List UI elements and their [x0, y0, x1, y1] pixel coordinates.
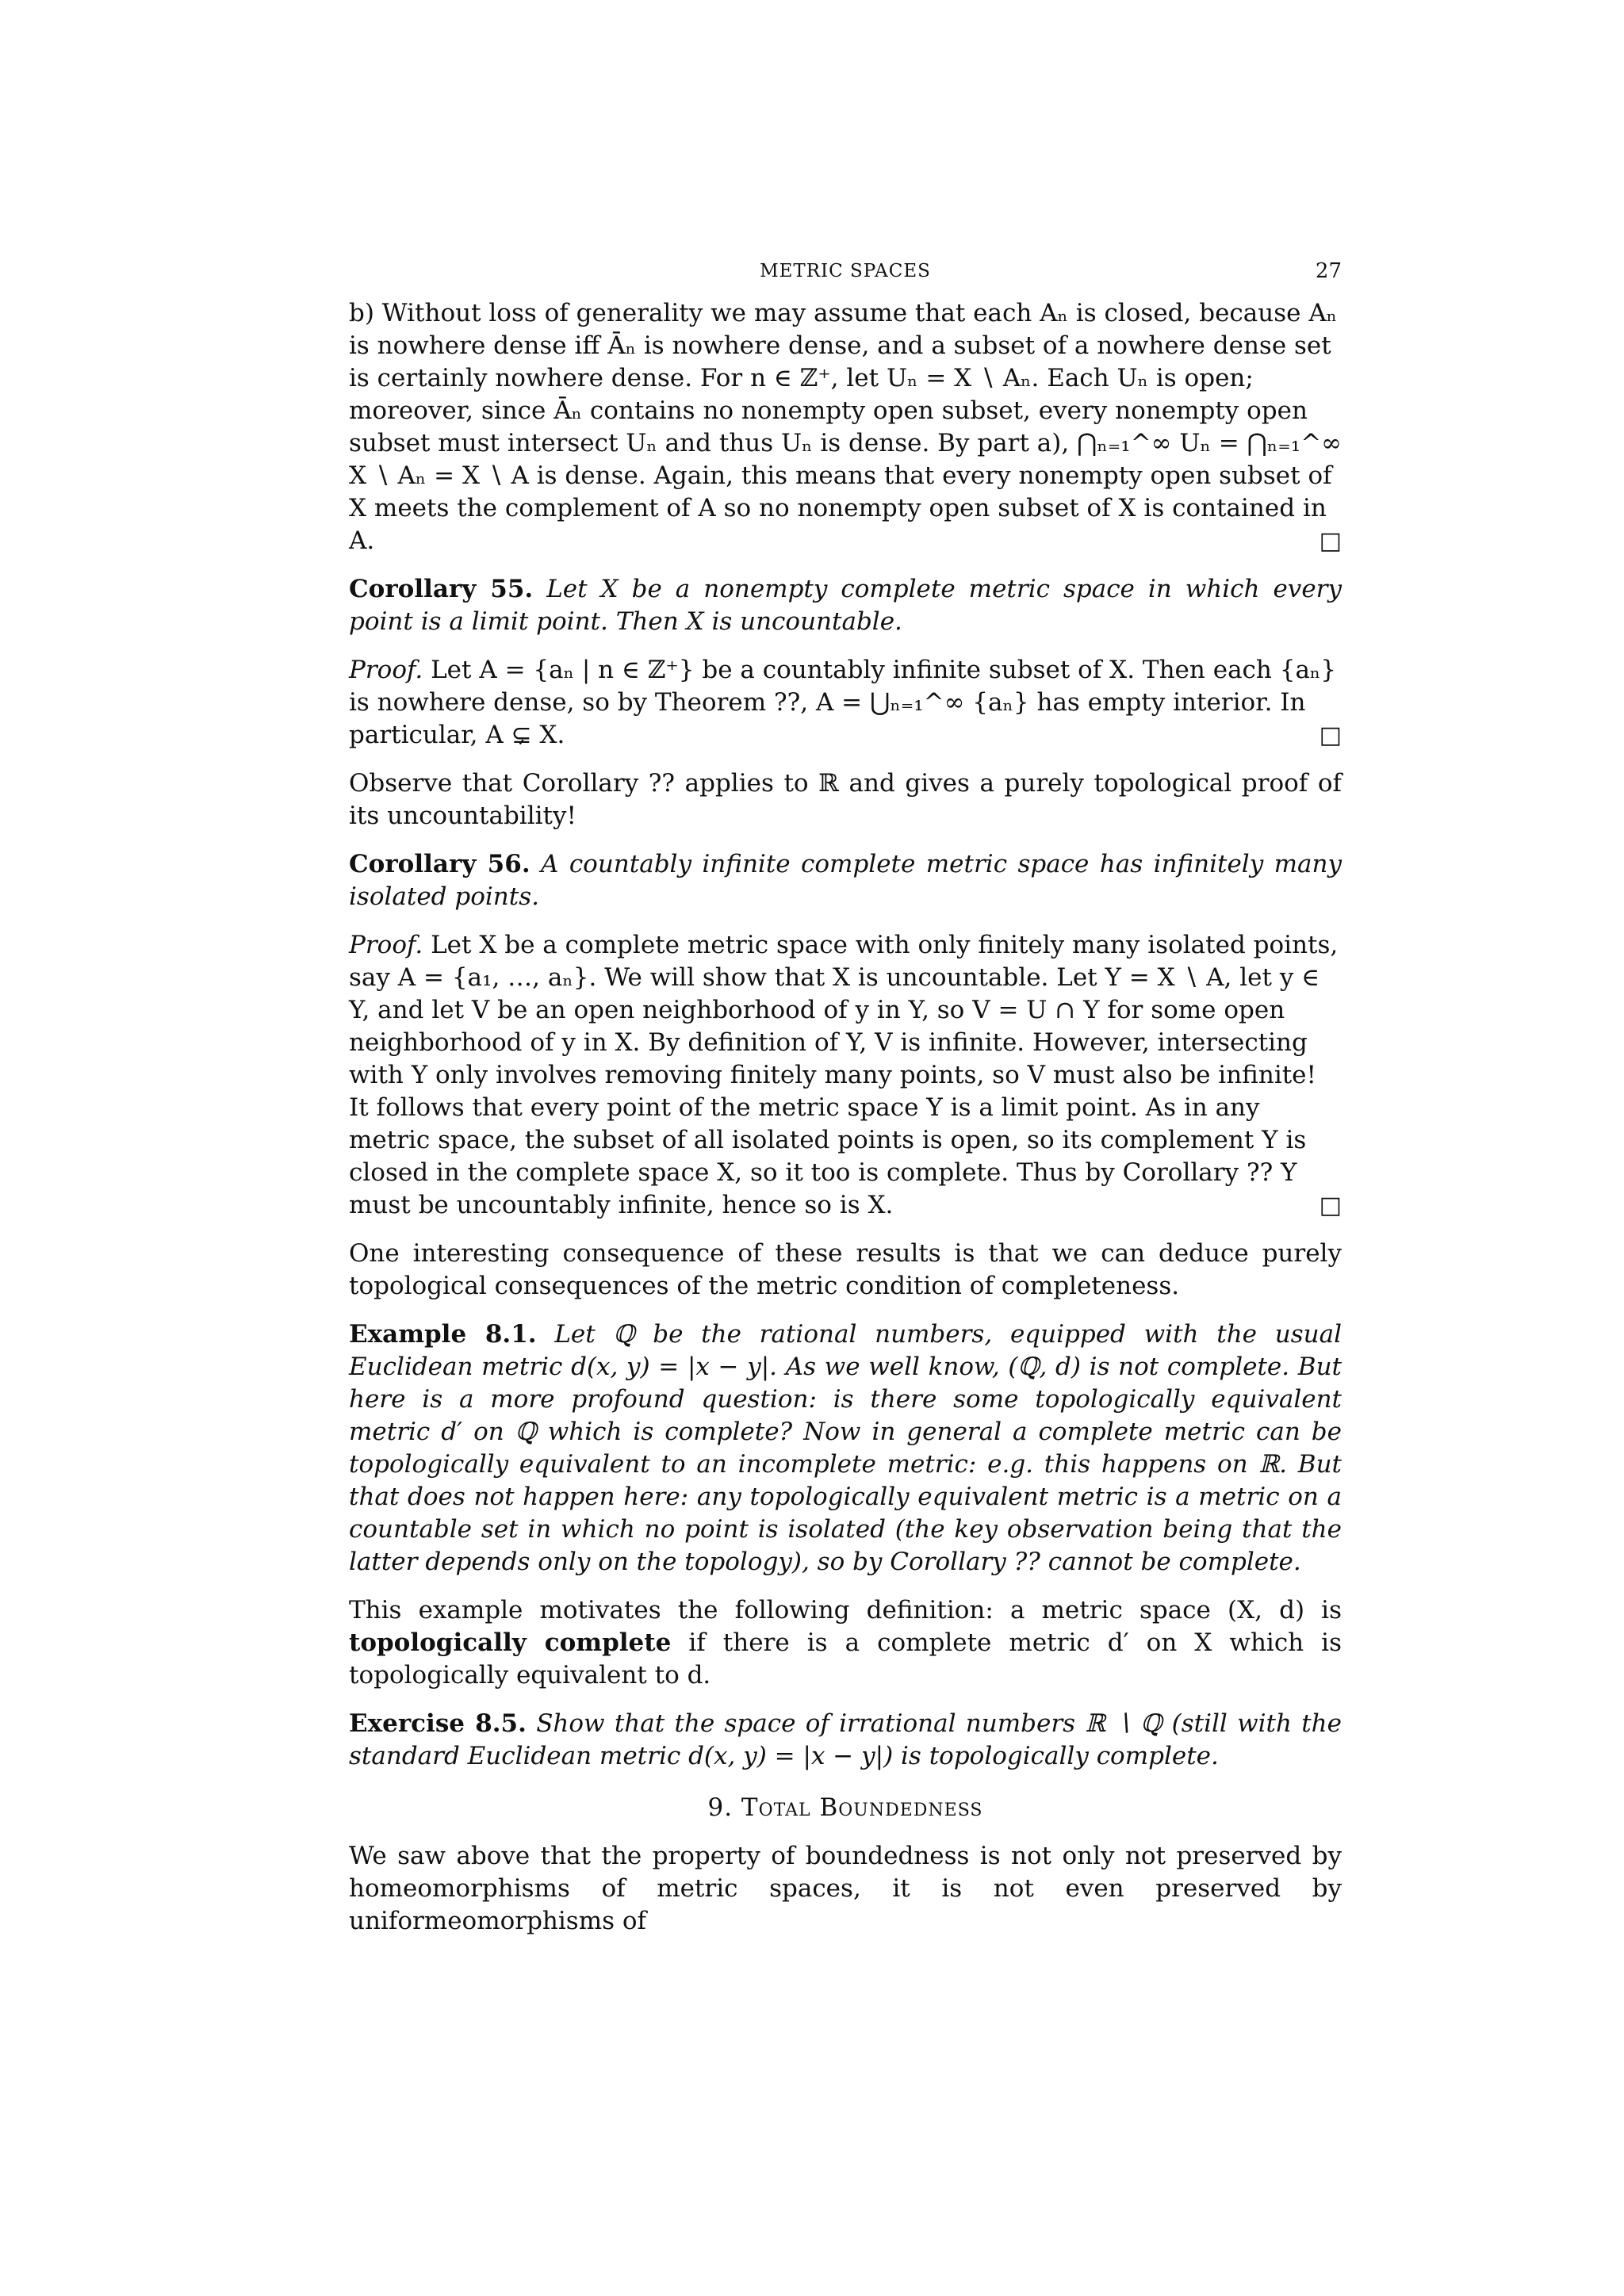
corollary-56-statement: A countably infinite complete metric space has infinitely many isolated points. — [349, 850, 1342, 911]
qed-symbol: □ — [1319, 1192, 1342, 1219]
final-paragraph: We saw above that the property of boundedness is not only not preserved by homeomorphisms of metric spaces, it is not even preserved by uniformeomorphisms of — [349, 1842, 1342, 1935]
proof-56-label: Proof. — [349, 931, 423, 959]
corollary-55 — [349, 573, 1342, 638]
observe-paragraph: Observe that Corollary ?? applies to ℝ and gives a purely topological proof of its uncountability! — [349, 769, 1342, 830]
section-heading: 9. Total Boundedness — [707, 1793, 983, 1822]
page — [349, 255, 1342, 1954]
consequence-paragraph: One interesting consequence of these results is that we can deduce purely topological consequences of the metric condition of completeness. — [349, 1239, 1342, 1300]
part-b-text: b) Without loss of generality we may assume that each Aₙ is closed, because Aₙ is nowhere dense iff Āₙ is nowhere dense, and a subset of a nowhere dense set is certainly nowhere dense. For n ∈ ℤ⁺, let Uₙ = X ∖ Aₙ. Each Uₙ is open; moreover, since Āₙ contains no nonempty open subset, every nonempty open subset must intersect Uₙ and thus Uₙ is dense. By part a), ⋂ₙ₌₁^∞ Uₙ = ⋂ₙ₌₁^∞ X ∖ Aₙ = X ∖ A is dense. Again, this means that every nonempty open subset of X meets the complement of A so no nonempty open subset of X is contained in A. — [349, 299, 1342, 555]
example-8-1 — [349, 1318, 1342, 1578]
example-8-1-label: Example 8.1. — [349, 1320, 537, 1349]
proof-55-text: Let A = {aₙ | n ∈ ℤ⁺} be a countably infinite subset of X. Then each {aₙ} is nowhere dense, so by Theorem ??, A = ⋃ₙ₌₁^∞ {aₙ} has empty interior. In particular, A ⊊ X. — [349, 656, 1337, 749]
corollary-55-statement: Let X be a nonempty complete metric space in which every point is a limit point. Then X is uncountable. — [349, 575, 1342, 636]
part-b-paragraph — [349, 297, 1342, 557]
running-head-title: METRIC SPACES — [760, 261, 931, 281]
page-number: 27 — [1315, 259, 1342, 283]
definition-paragraph — [349, 1594, 1342, 1692]
proof-55-label: Proof. — [349, 656, 423, 684]
running-head — [349, 255, 1342, 288]
qed-symbol: □ — [1319, 527, 1342, 555]
proof-56 — [349, 929, 1342, 1222]
definition-term: topologically complete — [349, 1628, 672, 1657]
example-8-1-text: Let ℚ be the rational numbers, equipped with the usual Euclidean metric d(x, y) = |x − y|. As we well know, (ℚ, d) is not complete. But here is a more profound question: is there some topologically equivalent metric d′ on ℚ which is complete? Now in general a complete metric can be topologically equivalent to an incomplete metric: e.g. this happens on ℝ. But that does not happen here: any topologically equivalent metric is a metric on a countable set in which no point is isolated (the key observation being that the latter depends only on the topology), so by Corollary ?? cannot be complete. — [349, 1320, 1342, 1576]
corollary-56-label: Corollary 56. — [349, 850, 530, 878]
exercise-8-5-label: Exercise 8.5. — [349, 1709, 527, 1738]
corollary-55-label: Corollary 55. — [349, 575, 534, 603]
qed-symbol: □ — [1319, 721, 1342, 749]
corollary-56 — [349, 848, 1342, 913]
exercise-8-5 — [349, 1708, 1342, 1773]
proof-56-text: Let X be a complete metric space with only finitely many isolated points, say A = {a₁, …, aₙ}. We will show that X is uncountable. Let Y = X ∖ A, let y ∈ Y, and let V be an open neighborhood of y in Y, so V = U ∩ Y for some open neighborhood of y in X. By definition of Y, V is infinite. However, intersecting with Y only involves removing finitely many points, so V must also be infinite! It follows that every point of the metric space Y is a limit point. As in any metric space, the subset of all isolated points is open, so its complement Y is closed in the complete space X, so it too is complete. Thus by Corollary ?? Y must be uncountably infinite, hence so is X. — [349, 931, 1339, 1219]
proof-55 — [349, 654, 1342, 752]
definition-before: This example motivates the following definition: a metric space (X, d) is — [349, 1596, 1342, 1624]
exercise-8-5-text: Show that the space of irrational numbers ℝ ∖ ℚ (still with the standard Euclidean metric d(x, y) = |x − y|) is topologically complete. — [349, 1709, 1342, 1770]
definition-after: if there is a complete metric d′ on X which is topologically equivalent to d. — [349, 1628, 1342, 1689]
